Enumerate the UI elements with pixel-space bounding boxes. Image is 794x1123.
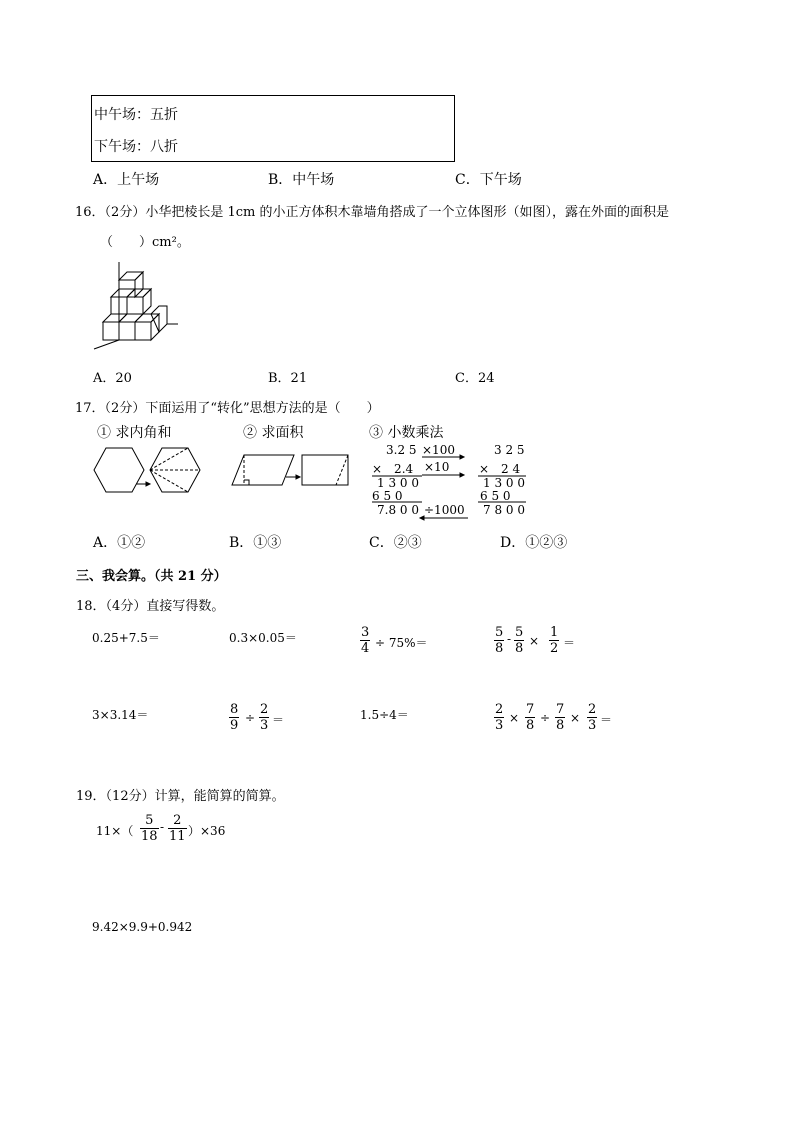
- q17-option-a[interactable]: A．①②: [93, 535, 146, 551]
- q19-e1-frac-b: $\frac{2}{11}$: [169, 813, 186, 844]
- q17-stem: 17．（2分）下面运用了“转化”思想方法的是（ ）: [75, 401, 380, 416]
- hexagon-figure: [92, 446, 204, 494]
- q17-label-decimal-mult: ③ 小数乘法: [369, 425, 444, 441]
- q19-e1-prefix: 11×（: [96, 824, 134, 838]
- q18-e8-equals: ＝: [600, 713, 613, 727]
- q18-e8-frac-d: $\frac{2}{3}$: [588, 702, 597, 733]
- q17-option-b[interactable]: B．①③: [229, 535, 282, 551]
- q18-e6-frac-b: $\frac{2}{3}$: [260, 702, 269, 733]
- q18-e3-tail: ÷ 75%＝: [375, 636, 428, 650]
- q17-label-area: ② 求面积: [243, 425, 304, 441]
- q18-e4-frac-b: $\frac{5}{8}$: [515, 625, 524, 656]
- q18-e8-times-1: ×: [509, 711, 520, 725]
- q19-e1-suffix: ）×36: [188, 824, 226, 838]
- arrow-label-x10: ×10: [424, 460, 450, 474]
- q18-e8-frac-a: $\frac{2}{3}$: [495, 702, 504, 733]
- q19-expr-2: 9.42×9.9+0.942: [92, 920, 193, 934]
- q17-label-angle-sum: ① 求内角和: [97, 425, 172, 441]
- calc-left-line4: 6 5 0: [372, 489, 403, 503]
- q18-e4-frac-a: $\frac{5}{8}$: [495, 625, 504, 656]
- calc-right-line5: 7 8 0 0: [483, 503, 525, 517]
- q18-expr-5: 3×3.14＝: [92, 708, 149, 722]
- calc-left-line1: 3.2 5: [386, 443, 417, 457]
- q18-e3-fraction: $\frac{3}{4}$: [361, 625, 370, 656]
- cube-stack-figure: [92, 262, 182, 350]
- q18-e8-divide: ÷: [540, 711, 551, 725]
- q18-e6-frac-a: $\frac{8}{9}$: [230, 702, 239, 733]
- q18-stem: 18．（4分）直接写得数。: [76, 599, 225, 614]
- q19-stem: 19．（12分）计算，能简算的简算。: [76, 789, 285, 804]
- q16-option-c[interactable]: C．24: [455, 371, 495, 386]
- q15-option-b[interactable]: B．中午场: [268, 172, 335, 188]
- q18-e8-times-2: ×: [570, 711, 581, 725]
- q18-e4-equals: ＝: [563, 636, 576, 650]
- q19-e1-minus: -: [160, 820, 165, 834]
- arrow-label-x100: ×100: [422, 443, 455, 457]
- q18-e6-divide: ÷: [245, 711, 256, 725]
- multiplication-arrows: [368, 454, 530, 524]
- q18-expr-2: 0.3×0.05＝: [229, 631, 297, 645]
- q16-stem: 16．（2分）小华把棱长是 1cm 的小正方体积木靠墙角搭成了一个立体图形（如图），露在外面的面积是: [75, 205, 669, 220]
- q15-option-c[interactable]: C．下午场: [455, 172, 522, 188]
- q18-e4-frac-c: $\frac{1}{2}$: [550, 625, 559, 656]
- calc-left-line3: 1 3 0 0: [377, 476, 419, 490]
- calc-right-line2: × 2 4: [479, 462, 521, 476]
- box-line-afternoon: 下午场：八折: [94, 139, 178, 155]
- calc-right-line4: 6 5 0: [480, 489, 511, 503]
- q18-e6-equals: ＝: [272, 713, 285, 727]
- q19-e1-frac-a: $\frac{5}{18}$: [141, 813, 158, 844]
- calc-left-line5: 7.8 0 0: [377, 503, 419, 517]
- arrow-label-div1000: ÷1000: [424, 503, 465, 517]
- parallelogram-figure: [230, 453, 352, 489]
- q16-blank: （ ）cm²。: [100, 235, 190, 250]
- q16-option-a[interactable]: A．20: [93, 371, 132, 386]
- q17-option-d[interactable]: D．①②③: [500, 535, 568, 551]
- q16-option-b[interactable]: B．21: [268, 371, 308, 386]
- q18-e8-frac-c: $\frac{7}{8}$: [556, 702, 565, 733]
- calc-left-line2: × 2.4: [372, 462, 414, 476]
- q18-expr-7: 1.5÷4＝: [360, 708, 409, 722]
- q17-option-c[interactable]: C．②③: [369, 535, 422, 551]
- section-3-title: 三、我会算。（共 21 分）: [76, 569, 227, 584]
- q18-e4-minus: -: [507, 632, 512, 646]
- q18-expr-1: 0.25+7.5＝: [92, 631, 160, 645]
- q15-option-a[interactable]: A．上午场: [93, 172, 160, 188]
- calc-right-line3: 1 3 0 0: [483, 476, 525, 490]
- q18-e8-frac-b: $\frac{7}{8}$: [526, 702, 535, 733]
- q18-e4-times: ×: [529, 634, 540, 648]
- box-line-midday: 中午场：五折: [94, 107, 178, 123]
- calc-right-line1: 3 2 5: [494, 443, 525, 457]
